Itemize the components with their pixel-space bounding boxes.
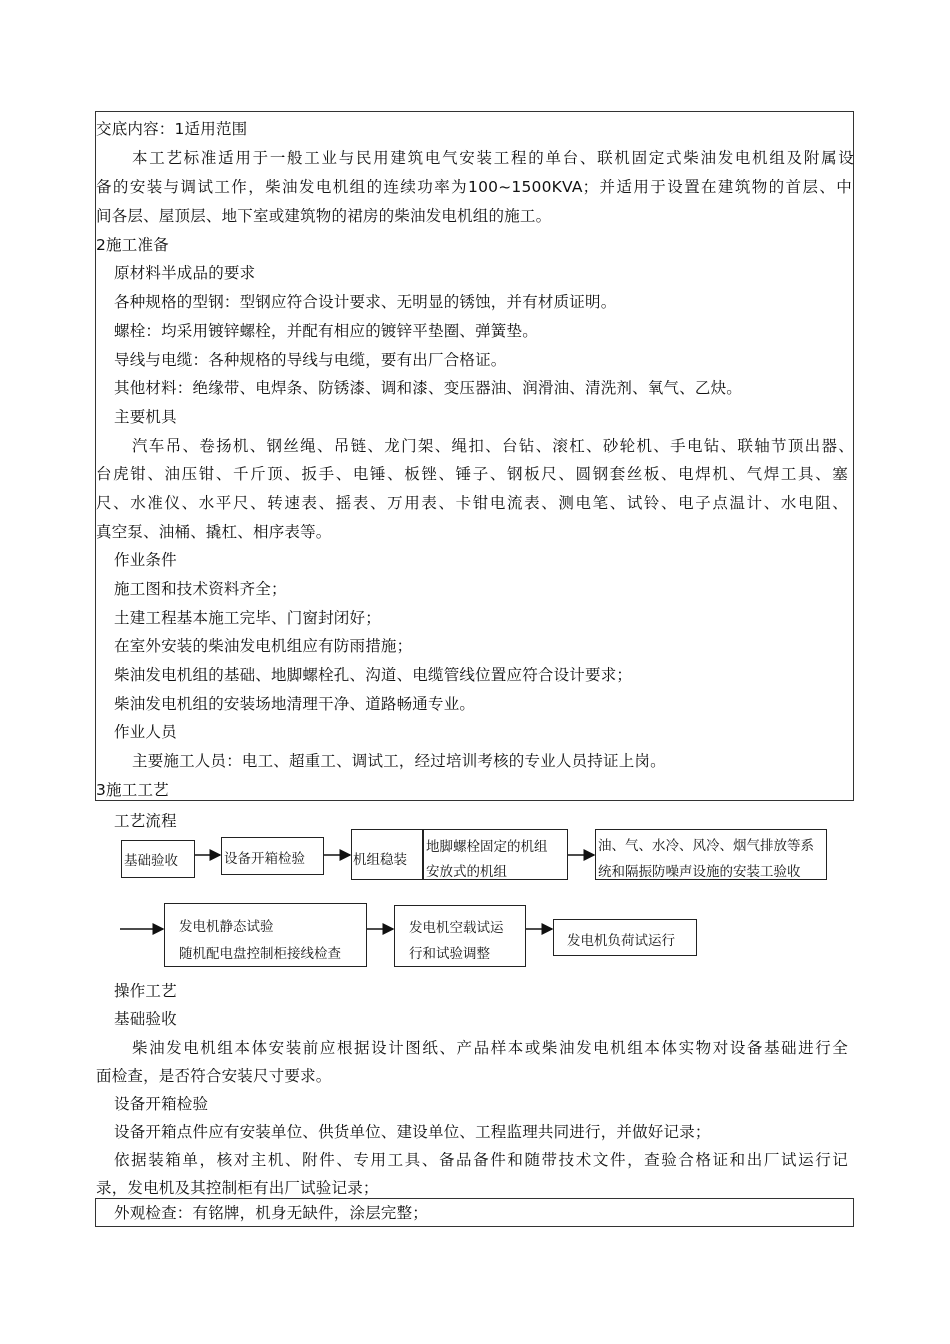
operation-unpacking-2-line-1: 依据装箱单，核对主机、附件、专用工具、备品备件和随带技术文件，查验合格证和出厂试运行记 — [114, 1151, 848, 1169]
operation-unpacking-1: 设备开箱点件应有安装单位、供货单位、建设单位、工程监理共同进行，并做好记录； — [114, 1123, 711, 1141]
flow-box-static-test-line-1: 发电机静态试验 — [179, 919, 274, 935]
flow-box-auxiliary-line-2: 统和隔振防噪声设施的安装工验收 — [598, 864, 801, 880]
materials-title: 原材料半成品的要求 — [114, 264, 256, 282]
tools-line-4: 真空泵、油桶、撬杠、相序表等。 — [96, 523, 332, 541]
flow-box-static-test-line-2: 随机配电盘控制柜接线检查 — [179, 946, 341, 962]
flow-option-anchor-bolt: 地脚螺栓固定的机组 — [426, 839, 548, 855]
operation-foundation-title: 基础验收 — [114, 1010, 177, 1028]
tools-title: 主要机具 — [114, 408, 177, 426]
flow-box-load-test-label: 发电机负荷试运行 — [567, 933, 675, 949]
material-others: 其他材料：绝缘带、电焊条、防锈漆、调和漆、变压器油、润滑油、清洗剂、氧气、乙炔。 — [114, 379, 743, 397]
tools-line-3: 尺、水准仪、水平尺、转速表、摇表、万用表、卡钳电流表、测电笔、试铃、电子点温计、水电阻、 — [96, 494, 848, 512]
condition-3: 在室外安装的柴油发电机组应有防雨措施； — [114, 637, 413, 655]
scope-heading: 交底内容：1适用范围 — [96, 120, 248, 138]
flow-box-unpacking-label: 设备开箱检验 — [224, 851, 305, 867]
flow-box-stabilize-label: 机组稳装 — [353, 852, 407, 868]
tools-line-2: 台虎钳、油压钳、千斤顶、扳手、电锤、板锉、锤子、钢板尺、圆钢套丝板、电焊机、气焊工具、塞 — [96, 465, 848, 483]
scope-line-3: 间各层、屋顶层、地下室或建筑物的裙房的柴油发电机组的施工。 — [96, 207, 552, 225]
flow-box-foundation-label: 基础验收 — [124, 853, 178, 869]
operation-foundation-line-1: 柴油发电机组本体安装前应根据设计图纸、产品样本或柴油发电机组本体实物对设备基础进行全 — [132, 1039, 848, 1057]
tools-line-1: 汽车吊、卷扬机、钢丝绳、吊链、龙门架、绳扣、台钻、滚杠、砂轮机、手电钻、联轴节顶出器、 — [132, 437, 854, 455]
staff-title: 作业人员 — [114, 723, 177, 741]
condition-4: 柴油发电机组的基础、地脚螺栓孔、沟道、电缆管线位置应符合设计要求； — [114, 666, 633, 684]
material-bolts: 螺栓：均采用镀锌螺栓，并配有相应的镀锌平垫圈、弹簧垫。 — [114, 322, 538, 340]
staff-line: 主要施工人员：电工、超重工、调试工，经过培训考核的专业人员持证上岗。 — [132, 752, 666, 770]
operation-title: 操作工艺 — [114, 982, 177, 1000]
material-cables: 导线与电缆：各种规格的导线与电缆，要有出厂合格证。 — [114, 351, 507, 369]
conditions-title: 作业条件 — [114, 551, 177, 569]
condition-1: 施工图和技术资料齐全； — [114, 580, 287, 598]
operation-unpacking-title: 设备开箱检验 — [114, 1095, 209, 1113]
operation-unpacking-2-line-2: 录，发电机及其控制柜有出厂试验记录； — [96, 1179, 379, 1197]
section-2-title: 2施工准备 — [96, 236, 169, 254]
flow-box-auxiliary-line-1: 油、气、水冷、风冷、烟气排放等系 — [598, 838, 814, 854]
section-3-title: 3施工工艺 — [96, 781, 169, 799]
flow-box-no-load-line-1: 发电机空载试运 — [409, 920, 504, 936]
scope-line-2: 备的安装与调试工作，柴油发电机组的连续功率为100~1500KVA；并适用于设置在建筑物的首层、中 — [96, 178, 852, 196]
operation-appearance-check: 外观检查：有铭牌，机身无缺件，涂层完整； — [114, 1204, 429, 1222]
condition-5: 柴油发电机组的安装场地清理干净、道路畅通专业。 — [114, 695, 476, 713]
flow-title: 工艺流程 — [114, 812, 177, 830]
flow-option-free-standing: 安放式的机组 — [426, 864, 507, 880]
operation-foundation-line-2: 面检查，是否符合安装尺寸要求。 — [96, 1067, 332, 1085]
condition-2: 土建工程基本施工完毕、门窗封闭好； — [114, 609, 381, 627]
flow-box-no-load-line-2: 行和试验调整 — [409, 946, 490, 962]
material-steel: 各种规格的型钢：型钢应符合设计要求、无明显的锈蚀，并有材质证明。 — [114, 293, 617, 311]
scope-line-1: 本工艺标准适用于一般工业与民用建筑电气安装工程的单台、联机固定式柴油发电机组及附属设 — [132, 149, 854, 167]
